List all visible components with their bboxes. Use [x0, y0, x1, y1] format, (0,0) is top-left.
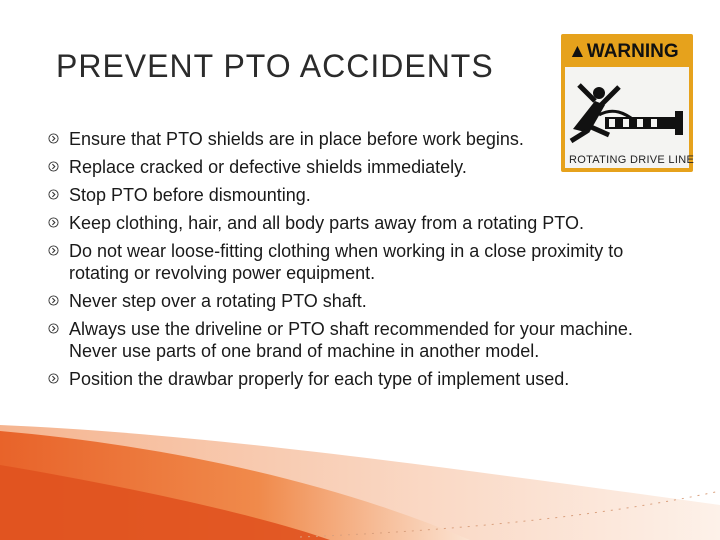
circled-arrow-right-icon — [48, 133, 59, 144]
bullet-text: Position the drawbar properly for each type of implement used. — [69, 369, 570, 389]
bullet-text: Stop PTO before dismounting. — [69, 185, 311, 205]
bullet-text: Replace cracked or defective shields immediately. — [69, 157, 467, 177]
warning-sign-heading — [565, 37, 689, 67]
bullet-item — [50, 290, 660, 312]
bullet-text: Always use the driveline or PTO shaft recommended for your machine. Never use parts of one brand of machine in another model. — [69, 319, 633, 361]
bullet-list — [50, 128, 660, 396]
bullet-text: Keep clothing, hair, and all body parts away from a rotating PTO. — [69, 213, 584, 233]
bullet-item — [50, 318, 660, 362]
decorative-wave-footer — [0, 425, 720, 540]
bullet-item — [50, 368, 660, 390]
bullet-item — [50, 240, 660, 284]
warning-sign-caption: ROTATING DRIVE LINE — [569, 154, 695, 166]
circled-arrow-right-icon — [48, 373, 59, 384]
warning-triangle-icon: ▲ — [568, 41, 587, 62]
circled-arrow-right-icon — [48, 189, 59, 200]
bullet-item — [50, 156, 660, 178]
bullet-text: Never step over a rotating PTO shaft. — [69, 291, 367, 311]
bullet-text: Do not wear loose-fitting clothing when working in a close proximity to rotating or revolving power equipment. — [69, 241, 624, 283]
bullet-item — [50, 212, 660, 234]
circled-arrow-right-icon — [48, 217, 59, 228]
bullet-item — [50, 184, 660, 206]
circled-arrow-right-icon — [48, 245, 59, 256]
circled-arrow-right-icon — [48, 295, 59, 306]
slide-title: PREVENT PTO ACCIDENTS — [56, 48, 494, 84]
warning-sign-heading-text: WARNING — [586, 41, 679, 62]
circled-arrow-right-icon — [48, 323, 59, 334]
bullet-text: Ensure that PTO shields are in place before work begins. — [69, 129, 524, 149]
circled-arrow-right-icon — [48, 161, 59, 172]
bullet-item — [50, 128, 660, 150]
